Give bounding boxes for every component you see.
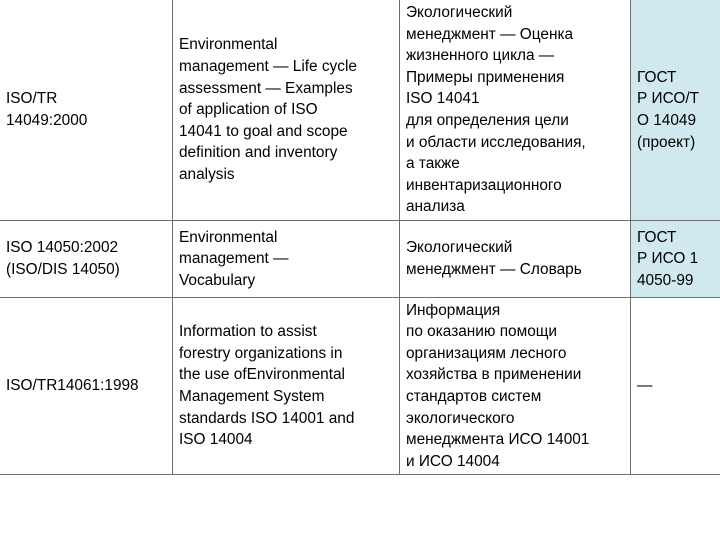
gost-equivalent: ГОСТ Р ИСО 1 4050-99	[631, 221, 720, 298]
title-russian: Информация по оказанию помощи организациям лесного хозяйства в применении стандартов систем экологического менеджмента ИСО 14001 и ИСО 14004	[400, 298, 631, 475]
title-english: Information to assist forestry organizations in the use ofEnvironmental Management System standards ISO 14001 and ISO 14004	[173, 298, 400, 475]
standard-code: ISO 14050:2002 (ISO/DIS 14050)	[0, 221, 173, 298]
gost-equivalent: ГОСТ Р ИСО/Т О 14049 (проект)	[631, 0, 720, 221]
gost-equivalent: —	[631, 298, 720, 475]
title-english: Environmental management — Life cycle assessment — Examples of application of ISO 14041 to goal and scope definition and inventory analysis	[173, 0, 400, 221]
title-russian: Экологический менеджмент — Словарь	[400, 221, 631, 298]
table-row	[0, 221, 720, 298]
standard-code: ISO/TR 14049:2000	[0, 0, 173, 221]
title-english: Environmental management — Vocabulary	[173, 221, 400, 298]
table-row	[0, 298, 720, 475]
standard-code: ISO/TR14061:1998	[0, 298, 173, 475]
title-russian: Экологический менеджмент — Оценка жизненного цикла — Примеры применения ISO 14041 для определения цели и области исследования, а также инвентаризационного анализа	[400, 0, 631, 221]
table-row	[0, 0, 720, 221]
